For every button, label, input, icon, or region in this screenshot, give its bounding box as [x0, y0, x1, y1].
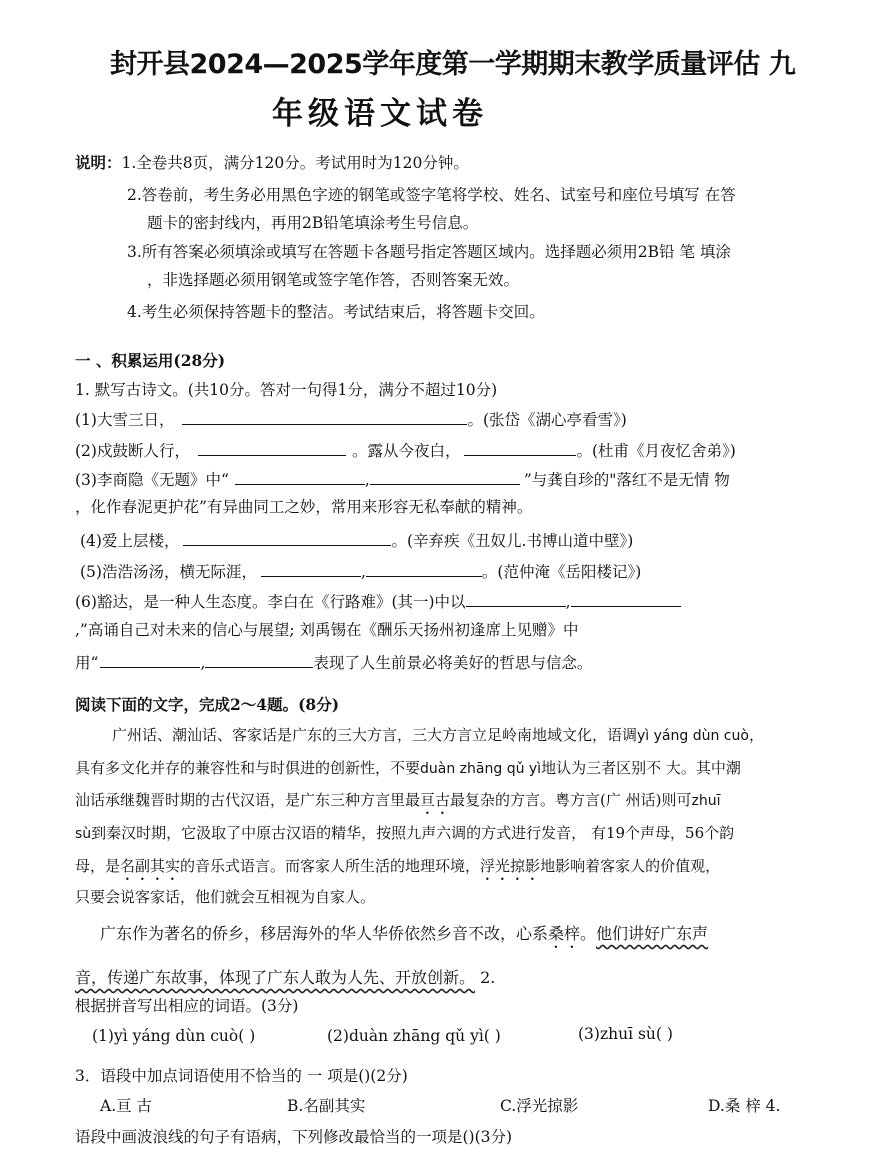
passage-text: 最复杂的方言。粤方言(广 州话)则可 — [450, 791, 692, 809]
passage-line-1 — [112, 724, 764, 745]
section1-heading: 一 、积累运用(28分) — [75, 351, 226, 370]
wavy-sentence-b: 音，传递广东故事，体现了广东人敢为人先、开放创新。 — [75, 968, 476, 987]
q2-number: 2. — [475, 968, 496, 987]
passage-line-5 — [75, 855, 720, 884]
answer-blank[interactable] — [464, 441, 576, 456]
passage-text: 具有多文化并存的兼容性和与时俱进的创新性，不要 — [75, 759, 421, 777]
answer-blank[interactable] — [370, 470, 520, 485]
instruction-item-3a: 3.所有答案必须填涂或填写在答题卡各题号指定答题区域内。选择题必须用2B铅 笔 填涂 — [127, 243, 731, 261]
instruction-item-4: 4.考生必须保持答题卡的整洁。考试结束后，将答题卡交回。 — [127, 303, 545, 321]
dotted-word-1: 亘古 — [420, 791, 451, 809]
q1-6-text-c: ,”高诵自己对未来的信心与展望; 刘禹锡在《酬乐天扬州初逢席上见赠》中 — [75, 621, 579, 639]
q1-item-5 — [80, 560, 641, 582]
q3-stem: 3．语段中加点词语使用不恰当的 一 项是()(2分) — [75, 1067, 408, 1085]
q1-6-comma2: , — [200, 654, 206, 672]
q1-6-text-a: (6)豁达，是一种人生态度。李白在《行路难》(其一)中以 — [75, 593, 466, 611]
passage-text: 汕话承继魏晋时期的古代汉语，是广东三种方言里最 — [75, 791, 421, 809]
instruction-item-2a: 2.答卷前，考生务必用黑色字迹的钢笔或签字笔将学校、姓名、试室号和座位号填写 在答 — [127, 186, 736, 204]
q3-option-c[interactable]: C.浮光掠影 — [500, 1097, 579, 1115]
passage-text: 。 — [580, 924, 597, 943]
answer-blank[interactable] — [183, 531, 391, 546]
answer-blank[interactable] — [205, 653, 313, 668]
passage-text: 地认为三者区别不 大。其中潮 — [541, 759, 741, 777]
pinyin-1: yì yáng dùn cuò — [637, 728, 749, 744]
dotted-word-2: 名副其实 — [120, 857, 181, 875]
passage-p2-line-1 — [100, 921, 708, 952]
q1-6-comma: , — [565, 593, 571, 611]
answer-blank[interactable] — [466, 592, 566, 607]
answer-blank[interactable] — [571, 592, 681, 607]
q1-item-4 — [80, 529, 633, 551]
instructions-label: 说明： — [75, 153, 122, 172]
instruction-item-3b: ，非选择题必须用钢笔或签字笔作答，否则答案无效。 — [147, 271, 520, 289]
passage-line-6: 只要会说客家话，他们就会互相视为自家人。 — [75, 888, 376, 906]
pinyin-3a: zhuī — [691, 793, 721, 809]
q1-5-comma: , — [360, 563, 366, 581]
q1-6-text-f: 表现了人生前景必将美好的哲思与信念。 — [313, 654, 593, 672]
pinyin-2: duàn zhāng qǔ yì — [420, 761, 542, 777]
passage-text: 的音乐式语言。而客家人所生活的地理环境， — [180, 857, 481, 875]
passage-p2-line-2 — [75, 965, 495, 988]
q1-4-source: 。(辛弃疾《丑奴儿.书博山道中壁》) — [391, 532, 634, 550]
answer-blank[interactable] — [235, 470, 365, 485]
q1-5-text-a: (5)浩浩汤汤，横无际涯， — [80, 563, 257, 581]
q1-item-2 — [75, 439, 736, 461]
q2-option-1[interactable]: (1)yì yáng dùn cuò( ) — [92, 1027, 256, 1045]
q4-stem: 语段中画波浪线的句子有语病，下列修改最恰当的一项是()(3分) — [75, 1128, 513, 1146]
q2-option-2[interactable]: (2)duàn zhāng qǔ yì( ) — [327, 1027, 501, 1045]
answer-blank[interactable] — [182, 410, 467, 425]
reading-heading: 阅读下面的文字，完成2～4题。(8分) — [75, 695, 340, 714]
instruction-item-2b: 题卡的密封线内，再用2B铅笔填涂考生号信息。 — [147, 214, 479, 232]
exam-title-line2: 年级语文试卷 — [272, 96, 488, 132]
dotted-word-3: 浮光掠影 — [480, 857, 541, 875]
q1-5-source: 。(范仲淹《岳阳楼记》) — [481, 563, 642, 581]
passage-text: 母，是 — [75, 857, 121, 875]
q1-2-source: 。(杜甫《月夜忆舍弟》) — [576, 442, 736, 460]
pinyin-3b: sù — [75, 826, 92, 842]
passage-text: ， — [748, 726, 764, 744]
q2-option-3[interactable]: (3)zhuī sù( ) — [578, 1025, 673, 1043]
q1-6-line3 — [75, 651, 592, 673]
passage-line-4 — [75, 822, 734, 843]
instructions-line1 — [75, 151, 469, 173]
q3-option-b[interactable]: B.名副其实 — [287, 1097, 366, 1115]
q1-1-text-a: (1)大雪三日， — [75, 411, 175, 429]
instruction-item-1: 1.全卷共8页，满分120分。考试用时为120分钟。 — [121, 154, 469, 172]
q1-item-1 — [75, 408, 627, 430]
q1-item-6 — [75, 590, 681, 612]
q1-intro: 1. 默写古诗文。(共10分。答对一句得1分，满分不超过10分) — [75, 381, 498, 399]
q2-stem: 根据拼音写出相应的词语。(3分) — [75, 997, 299, 1015]
wavy-sentence-a: 他们讲好广东声 — [596, 924, 709, 943]
exam-title-line1: 封开县2024—2025学年度第一学期期末教学质量评估 九 — [110, 49, 796, 80]
q1-3-text-d: ，化作春泥更护花”有异曲同工之妙，常用来形容无私奉献的精神。 — [75, 498, 533, 516]
passage-line-2 — [75, 757, 741, 778]
q3-option-a[interactable]: A.亘 古 — [100, 1097, 153, 1115]
q1-6-text-d: 用“ — [75, 654, 99, 672]
passage-line-3 — [75, 789, 721, 818]
q1-2-text-a: (2)戍鼓断人行， — [75, 442, 190, 460]
q1-3-text-a: (3)李商隐《无题》中“ — [75, 471, 229, 489]
answer-blank[interactable] — [100, 653, 200, 668]
answer-blank[interactable] — [198, 441, 346, 456]
q1-3-text-c: ”与龚自珍的"落红不是无情 物 — [523, 471, 730, 489]
passage-text: 地影响着客家人的价值观， — [540, 857, 721, 875]
q1-1-source: 。(张岱《湖心亭看雪》) — [467, 411, 627, 429]
q3-option-d[interactable]: D.桑 梓 4. — [708, 1097, 781, 1115]
answer-blank[interactable] — [261, 562, 361, 577]
q1-2-text-b: 。露从今夜白， — [351, 442, 461, 460]
q1-item-3 — [75, 468, 730, 490]
passage-text: 广州话、潮汕话、客家话是广东的三大方言，三大方言立足岭南地域文化，语调 — [112, 726, 638, 744]
passage-text: 到秦汉时期，它汲取了中原古汉语的精华，按照九声六调的方式进行发音， 有19个声母，56个韵 — [91, 824, 735, 842]
q1-4-text-a: (4)爱上层楼， — [80, 532, 180, 550]
answer-blank[interactable] — [366, 562, 482, 577]
q1-3-comma: , — [364, 471, 370, 489]
dotted-word-4: 桑梓 — [548, 924, 581, 943]
passage-text: 广东作为著名的侨乡，移居海外的华人华侨依然乡音不改，心系 — [100, 924, 549, 943]
